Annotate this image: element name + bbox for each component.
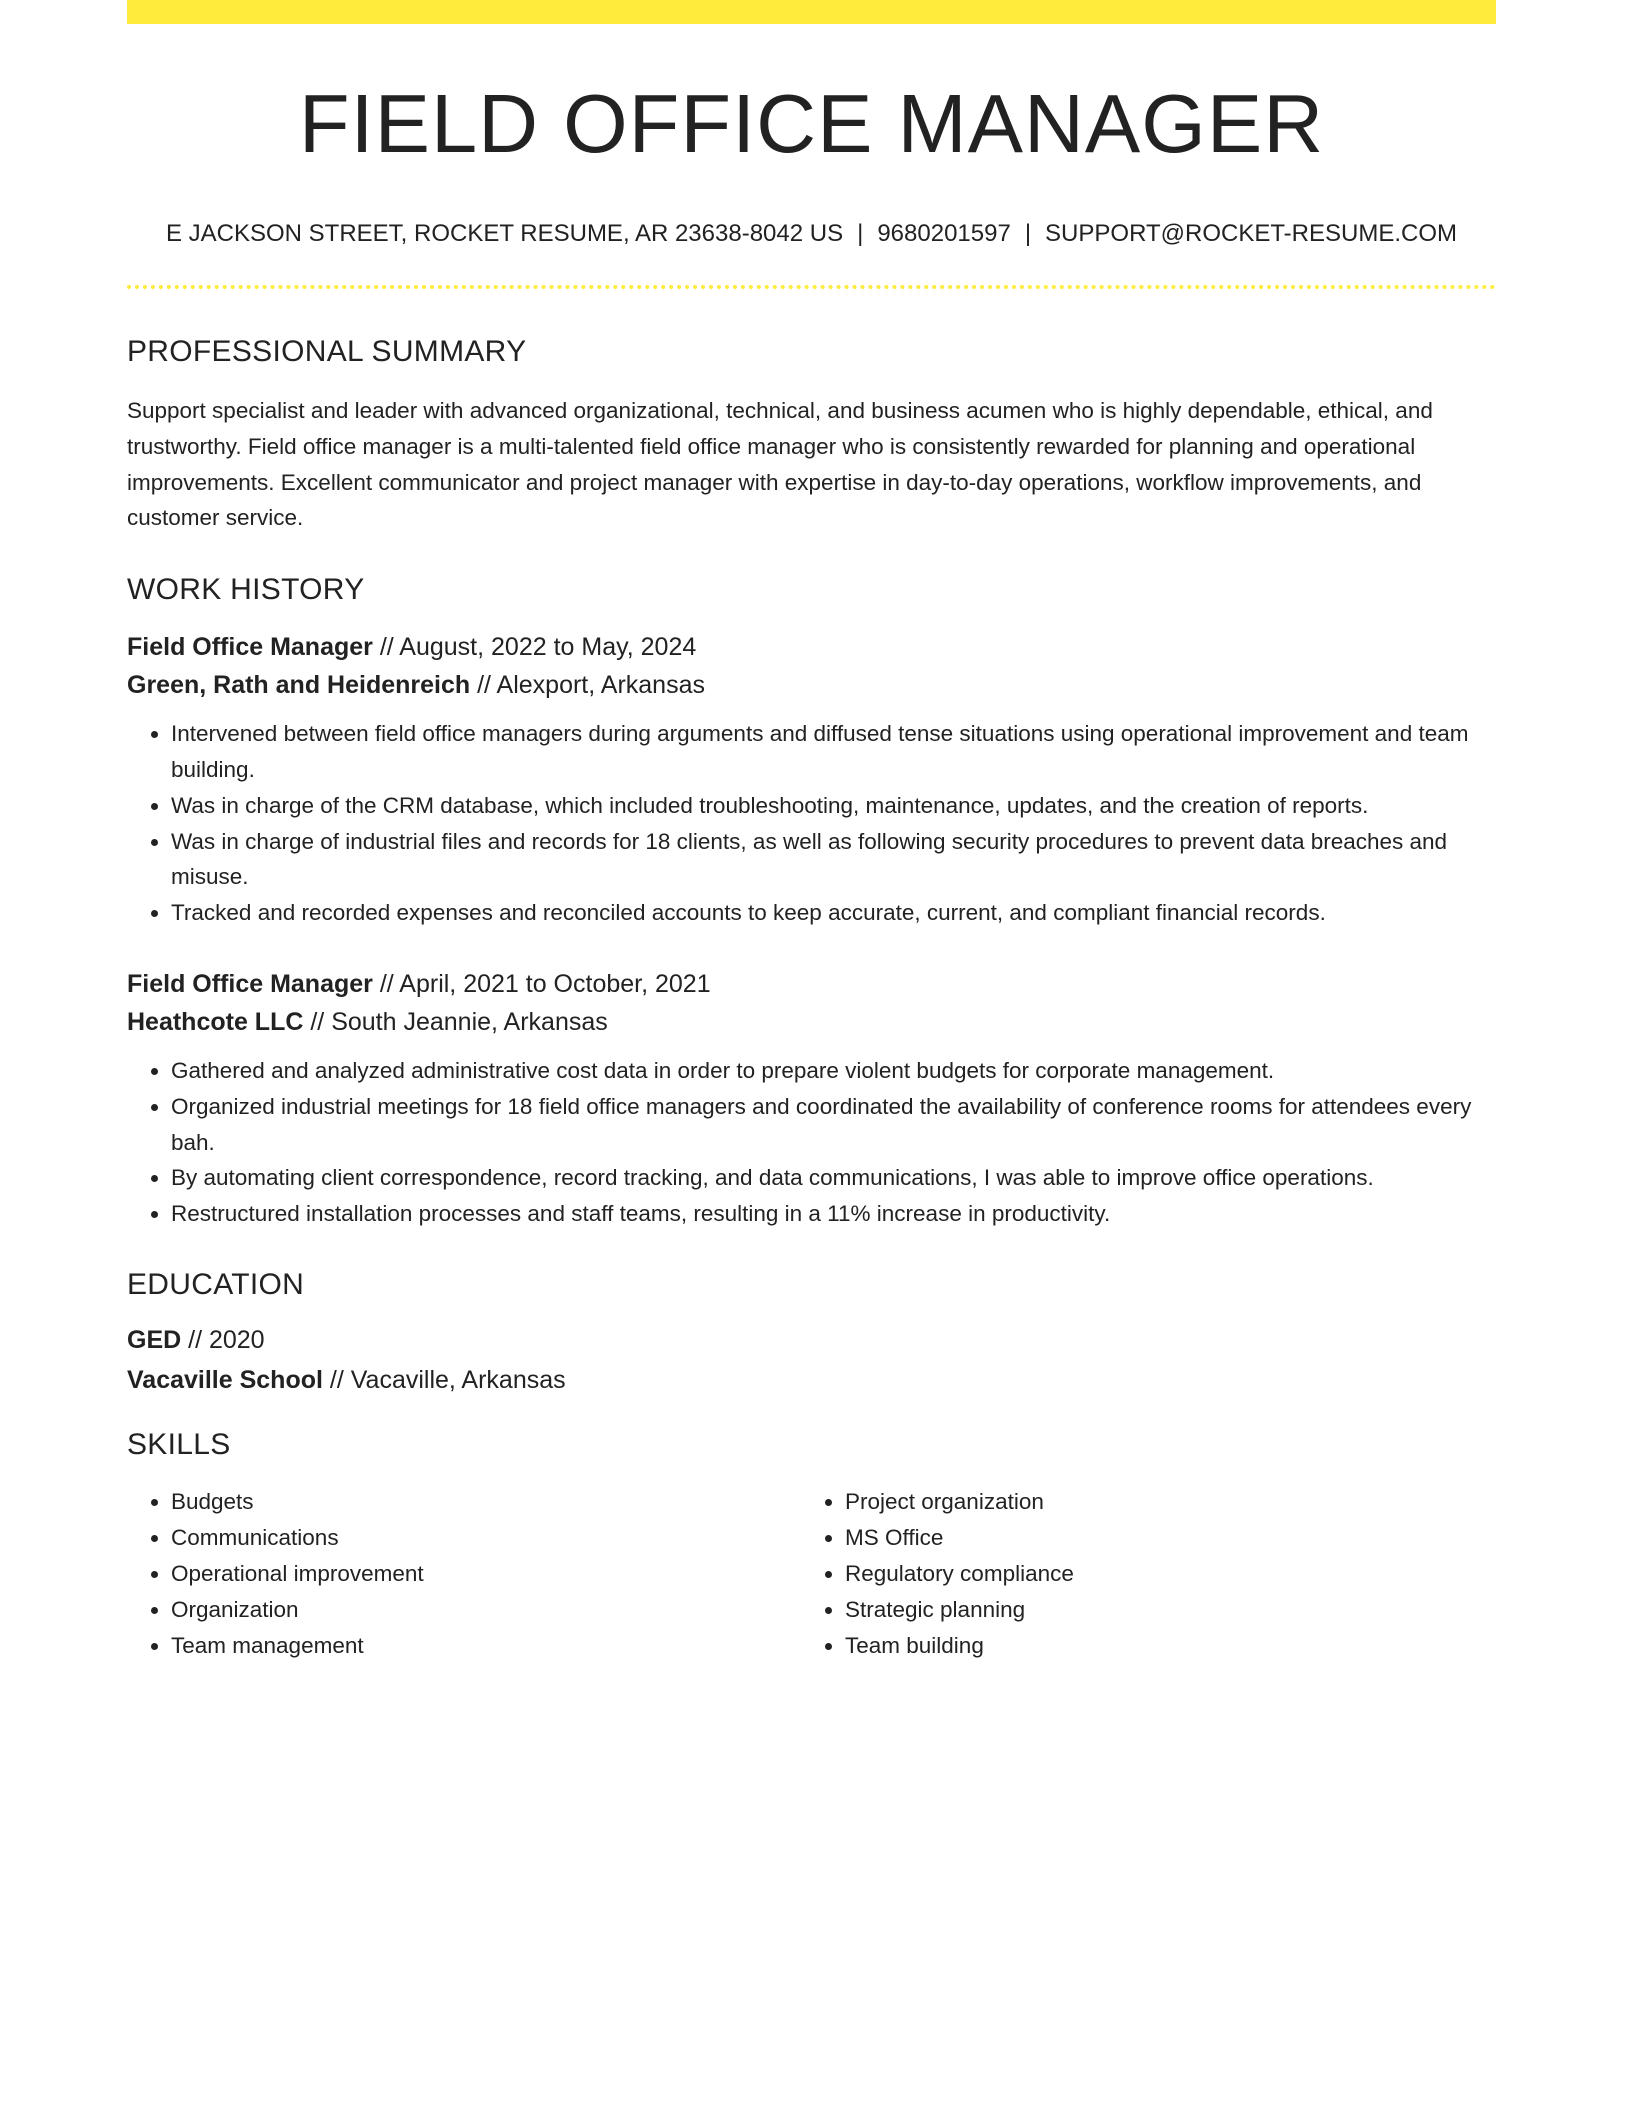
skill-item: • MS Office [845, 1520, 1485, 1556]
job-dates: // August, 2022 to May, 2024 [372, 633, 697, 662]
skill-item: • Team building [845, 1628, 1485, 1664]
contact-email: SUPPORT@ROCKET-RESUME.COM [1045, 220, 1458, 247]
job-bullet: • Organized industrial meetings for 18 field office managers and coordinated the availability of conference rooms for attendees every bah. [171, 1089, 1496, 1161]
job-bullet: • By automating client correspondence, record tracking, and data communications, I was able to improve office operations. [171, 1160, 1496, 1196]
accent-top-bar [127, 0, 1496, 24]
job-position: Field Office Manager [127, 969, 373, 998]
education-location: // Vacaville, Arkansas [322, 1365, 566, 1394]
job-position-line [127, 965, 1496, 1003]
contact-separator: | [1024, 220, 1032, 247]
contact-phone: 9680201597 [877, 220, 1011, 247]
job-dates: // April, 2021 to October, 2021 [372, 969, 711, 998]
education-school: Vacaville School [127, 1365, 323, 1394]
resume-page [127, 0, 1496, 1664]
education-entry [127, 1320, 1496, 1400]
dotted-divider [127, 285, 1496, 289]
job-position: Field Office Manager [127, 633, 373, 662]
education-degree-line [127, 1320, 1496, 1360]
job-entry [127, 965, 1496, 1232]
skills-heading: SKILLS [127, 1427, 231, 1461]
contact-separator: | [857, 220, 864, 247]
job-bullet: • Was in charge of industrial files and records for 18 clients, as well as following security procedures to prevent data breaches and misuse. [171, 824, 1496, 896]
skill-item: • Operational improvement [171, 1556, 801, 1592]
education-year: // 2020 [181, 1325, 265, 1354]
job-bullets [127, 1053, 1496, 1232]
skill-item: • Project organization [845, 1484, 1485, 1520]
skill-item: • Regulatory compliance [845, 1556, 1485, 1592]
skill-item: • Strategic planning [845, 1592, 1485, 1628]
job-entry [127, 628, 1496, 931]
job-company-line [127, 1003, 1496, 1041]
job-bullet: • Intervened between field office managers during arguments and diffused tense situations using operational improvement and team building. [171, 716, 1496, 788]
job-bullet: • Tracked and recorded expenses and reconciled accounts to keep accurate, current, and compliant financial records. [171, 895, 1496, 931]
job-bullet: • Gathered and analyzed administrative cost data in order to prepare violent budgets for corporate management. [171, 1053, 1496, 1089]
skill-item: • Team management [171, 1628, 801, 1664]
education-degree: GED [127, 1325, 182, 1354]
job-bullets [127, 716, 1496, 931]
job-company: Green, Rath and Heidenreich [127, 671, 471, 700]
skills-column [127, 1484, 801, 1664]
skills-column [801, 1484, 1485, 1664]
job-bullet: • Was in charge of the CRM database, which included troubleshooting, maintenance, updates, and the creation of reports. [171, 788, 1496, 824]
candidate-title: FIELD OFFICE MANAGER [298, 77, 1325, 170]
job-location: // South Jeannie, Arkansas [303, 1007, 608, 1036]
education-heading: EDUCATION [127, 1267, 305, 1301]
job-location: // Alexport, Arkansas [470, 671, 705, 700]
skill-item: • Organization [171, 1592, 801, 1628]
work-history-heading: WORK HISTORY [127, 573, 365, 607]
contact-line [127, 222, 1496, 246]
education-school-line [127, 1360, 1496, 1400]
skills-list [127, 1484, 1496, 1664]
job-company-line [127, 666, 1496, 704]
skill-item: • Communications [171, 1520, 801, 1556]
job-company: Heathcote LLC [127, 1007, 304, 1036]
contact-address: E JACKSON STREET, ROCKET RESUME, AR 23638-8042 US [165, 220, 844, 247]
skill-item: • Budgets [171, 1484, 801, 1520]
summary-text: Support specialist and leader with advanced organizational, technical, and business acumen who is highly dependable, ethical, and trustworthy. Field office manager is a multi-talented field office manager who is consistently rewarded for planning and operational improvements. Excellent communicator and project manager with expertise in day-to-day operations, workflow improvements, and customer service. [127, 398, 1433, 531]
job-position-line [127, 628, 1496, 666]
summary-heading: PROFESSIONAL SUMMARY [127, 335, 527, 368]
job-bullet: • Restructured installation processes and staff teams, resulting in a 11% increase in productivity. [171, 1196, 1496, 1232]
